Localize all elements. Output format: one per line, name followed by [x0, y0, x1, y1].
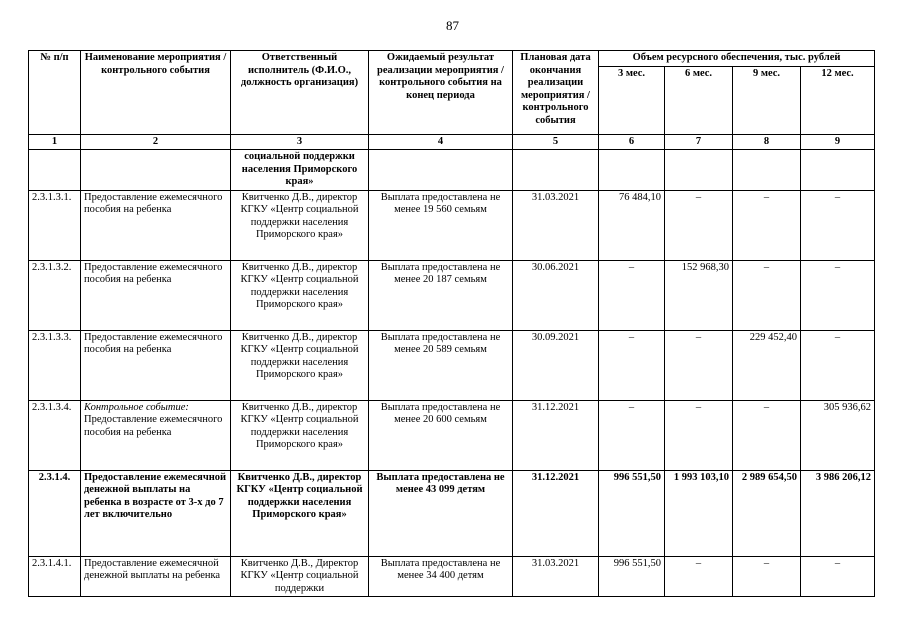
table-row — [29, 330, 875, 400]
row-m3 — [599, 150, 665, 191]
col-number: 1 — [29, 134, 81, 150]
row-m12 — [801, 150, 875, 191]
row-m3: 996 551,50 — [599, 556, 665, 597]
table-row — [29, 260, 875, 330]
row-num: 2.3.1.3.4. — [29, 400, 81, 470]
col-number: 2 — [81, 134, 231, 150]
row-m6: – — [665, 190, 733, 260]
row-result: Выплата предоставлена не менее 20 589 семьям — [369, 330, 513, 400]
row-result: Выплата предоставлена не менее 20 187 семьям — [369, 260, 513, 330]
header-executor: Ответственный исполнитель (Ф.И.О., должность организация) — [231, 51, 369, 135]
row-date: 31.03.2021 — [513, 190, 599, 260]
row-m12: – — [801, 330, 875, 400]
page-number: 87 — [446, 18, 459, 33]
row-executor: Квитченко Д.В., директор КГКУ «Центр социальной поддержки населения Приморского края» — [231, 470, 369, 556]
row-name-cell — [81, 400, 231, 470]
row-name — [81, 150, 231, 191]
row-num: 2.3.1.3.2. — [29, 260, 81, 330]
row-date: 31.03.2021 — [513, 556, 599, 597]
row-date: 31.12.2021 — [513, 470, 599, 556]
row-m6: – — [665, 556, 733, 597]
row-num: 2.3.1.4. — [29, 470, 81, 556]
row-result: Выплата предоставлена не менее 34 400 детям — [369, 556, 513, 597]
row-date — [513, 150, 599, 191]
row-m12: 305 936,62 — [801, 400, 875, 470]
col-number: 9 — [801, 134, 875, 150]
table-row — [29, 400, 875, 470]
row-m12: – — [801, 260, 875, 330]
column-number-row — [29, 134, 875, 150]
row-m9: – — [733, 400, 801, 470]
control-event-label: Контрольное событие: — [84, 401, 189, 413]
row-result: Выплата предоставлена не менее 20 600 семьям — [369, 400, 513, 470]
row-m9: – — [733, 190, 801, 260]
header-result: Ожидаемый результат реализации мероприятия / контрольного события на конец периода — [369, 51, 513, 135]
col-number: 8 — [733, 134, 801, 150]
row-name: Предоставление ежемесячной денежной выплаты на ребенка — [81, 556, 231, 597]
row-m6 — [665, 150, 733, 191]
row-executor: социальной поддержки населения Приморского края» — [231, 150, 369, 191]
header-resources: Объем ресурсного обеспечения, тыс. рублей — [599, 51, 875, 67]
row-result — [369, 150, 513, 191]
row-executor: Квитченко Д.В., директор КГКУ «Центр социальной поддержки населения Приморского края» — [231, 400, 369, 470]
row-executor: Квитченко Д.В., Директор КГКУ «Центр социальной поддержки — [231, 556, 369, 597]
row-name: Предоставление ежемесячного пособия на ребенка — [81, 330, 231, 400]
row-m9: 2 989 654,50 — [733, 470, 801, 556]
header-name: Наименование мероприятия / контрольного события — [81, 51, 231, 135]
row-m9: – — [733, 260, 801, 330]
row-m3: 996 551,50 — [599, 470, 665, 556]
row-m3: 76 484,10 — [599, 190, 665, 260]
row-m12: 3 986 206,12 — [801, 470, 875, 556]
header-m9: 9 мес. — [733, 66, 801, 134]
row-num — [29, 150, 81, 191]
row-num: 2.3.1.3.1. — [29, 190, 81, 260]
col-number: 4 — [369, 134, 513, 150]
row-executor: Квитченко Д.В., директор КГКУ «Центр социальной поддержки населения Приморского края» — [231, 260, 369, 330]
table-row — [29, 150, 875, 191]
row-date: 30.06.2021 — [513, 260, 599, 330]
row-m9: – — [733, 556, 801, 597]
row-result: Выплата предоставлена не менее 19 560 семьям — [369, 190, 513, 260]
header-m12: 12 мес. — [801, 66, 875, 134]
row-date: 30.09.2021 — [513, 330, 599, 400]
row-result: Выплата предоставлена не менее 43 099 детям — [369, 470, 513, 556]
row-m6: – — [665, 400, 733, 470]
row-m6: – — [665, 330, 733, 400]
header-num: № п/п — [29, 51, 81, 135]
row-m3: – — [599, 400, 665, 470]
col-number: 3 — [231, 134, 369, 150]
header-date: Плановая дата окончания реализации мероприятия / контрольного события — [513, 51, 599, 135]
row-m12: – — [801, 556, 875, 597]
row-name: Предоставление ежемесячного пособия на ребенка — [81, 190, 231, 260]
table-row — [29, 470, 875, 556]
row-m12: – — [801, 190, 875, 260]
plan-table — [28, 50, 875, 597]
row-executor: Квитченко Д.В., директор КГКУ «Центр социальной поддержки населения Приморского края» — [231, 190, 369, 260]
header-m3: 3 мес. — [599, 66, 665, 134]
row-name: Предоставление ежемесячной денежной выплаты на ребенка в возрасте от 3-х до 7 лет включительно — [81, 470, 231, 556]
row-num: 2.3.1.4.1. — [29, 556, 81, 597]
table-row — [29, 556, 875, 597]
header-m6: 6 мес. — [665, 66, 733, 134]
row-executor: Квитченко Д.В., директор КГКУ «Центр социальной поддержки населения Приморского края» — [231, 330, 369, 400]
col-number: 6 — [599, 134, 665, 150]
row-name: Предоставление ежемесячного пособия на ребенка — [84, 414, 223, 438]
col-number: 7 — [665, 134, 733, 150]
row-date: 31.12.2021 — [513, 400, 599, 470]
row-m9: 229 452,40 — [733, 330, 801, 400]
col-number: 5 — [513, 134, 599, 150]
row-m3: – — [599, 330, 665, 400]
table-row — [29, 190, 875, 260]
row-num: 2.3.1.3.3. — [29, 330, 81, 400]
row-m6: 152 968,30 — [665, 260, 733, 330]
row-name: Предоставление ежемесячного пособия на ребенка — [81, 260, 231, 330]
row-m3: – — [599, 260, 665, 330]
row-m6: 1 993 103,10 — [665, 470, 733, 556]
row-m9 — [733, 150, 801, 191]
